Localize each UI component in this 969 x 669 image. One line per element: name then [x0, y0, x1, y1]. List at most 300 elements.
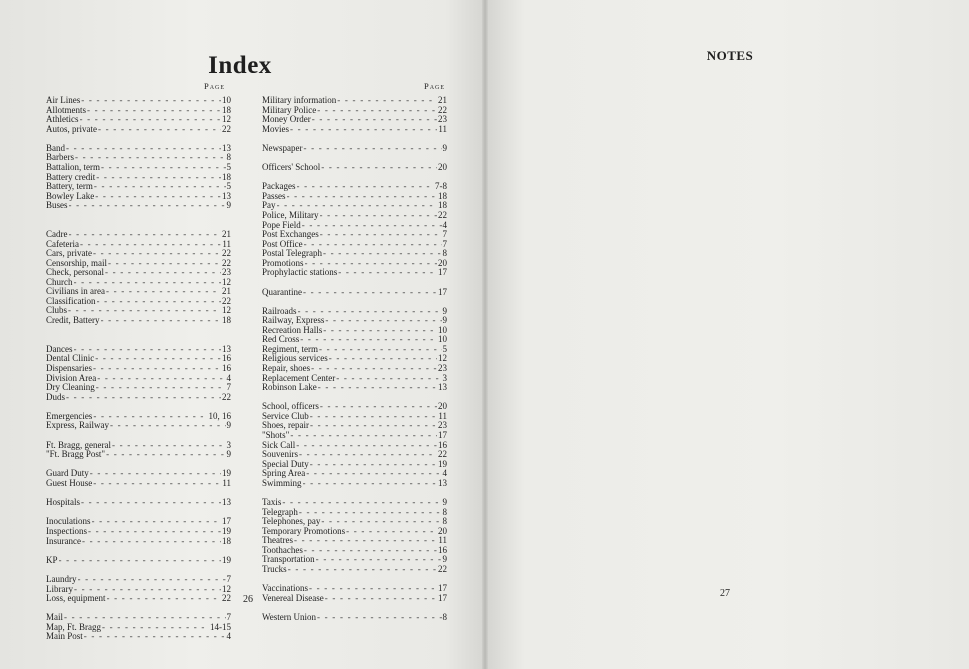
dot-leader [97, 374, 225, 384]
index-page-ref: 5 [226, 181, 231, 192]
index-term: Pay [262, 200, 276, 211]
dot-leader [325, 594, 437, 604]
index-term: Special Duty [262, 458, 309, 469]
index-page-ref: 22 [438, 209, 447, 220]
index-entry [46, 383, 231, 393]
dot-leader [304, 240, 442, 250]
index-page-ref: 17 [438, 267, 447, 278]
index-term: Cars, private [46, 248, 92, 259]
dot-leader [303, 288, 437, 298]
index-page-ref: 7 [442, 238, 447, 249]
index-term: Money Order [262, 114, 311, 125]
dot-leader [296, 441, 437, 451]
dot-leader [93, 479, 221, 489]
index-title: Index [208, 52, 272, 79]
index-page-ref: 22 [222, 295, 231, 306]
index-entry [262, 383, 447, 393]
dot-leader [78, 575, 226, 585]
index-entry [46, 268, 231, 278]
index-page-ref: 4 [442, 219, 447, 230]
dot-leader [84, 632, 226, 642]
index-term: Promotions [262, 257, 304, 268]
index-entry [262, 421, 447, 431]
index-page-ref: 18 [438, 190, 447, 201]
index-term: Spring Area [262, 468, 306, 479]
index-page-ref: 17 [438, 286, 447, 297]
index-page-ref: 3 [226, 439, 231, 450]
index-page-ref: 20 [438, 257, 447, 268]
index-term: Toothaches [262, 544, 303, 555]
index-term: Post Office [262, 238, 303, 249]
dot-leader [294, 536, 437, 546]
index-entry [262, 555, 447, 565]
dot-leader [95, 354, 221, 364]
index-page-ref: 5 [442, 343, 447, 354]
index-page-ref: 8 [442, 248, 447, 259]
index-page-ref: 8 [442, 516, 447, 527]
dot-leader [101, 163, 226, 173]
index-page-ref: 9 [442, 305, 447, 316]
index-term: Band [46, 142, 65, 153]
book-gutter [482, 0, 488, 669]
dot-leader [320, 402, 437, 412]
page-column-header-right: Page [424, 81, 446, 91]
entry-spacer [46, 604, 231, 614]
index-entry [262, 613, 447, 623]
dot-leader [317, 106, 437, 116]
index-page-ref: 19 [222, 468, 231, 479]
dot-leader [325, 316, 441, 326]
dot-leader [66, 393, 221, 403]
index-entry [46, 421, 231, 431]
index-page-ref: 22 [222, 593, 231, 604]
index-term: Passes [262, 190, 286, 201]
index-term: Cadre [46, 229, 68, 240]
index-entry [262, 479, 447, 489]
index-term: Railway, Express [262, 315, 325, 326]
dot-leader [316, 555, 442, 565]
index-page-ref: 4 [226, 372, 231, 383]
index-page-ref: 13 [438, 382, 447, 393]
index-term: Clubs [46, 305, 68, 316]
index-page-ref: 12 [222, 276, 231, 287]
dot-leader [69, 230, 222, 240]
index-page-ref: 22 [222, 123, 231, 134]
index-entry [262, 192, 447, 202]
index-term: Guest House [46, 478, 93, 488]
index-page-ref: 18 [438, 200, 447, 211]
index-term: Battalion, term [46, 161, 100, 172]
index-page-ref: 13 [222, 497, 231, 508]
index-page-ref: 20 [438, 525, 447, 536]
dot-leader [106, 450, 225, 460]
index-term: "Shots" [262, 429, 290, 440]
index-page-ref: 20 [438, 401, 447, 412]
dot-leader [82, 537, 221, 547]
right-page-number: 27 [720, 588, 730, 599]
index-column-right [262, 96, 447, 622]
index-term: Buses [46, 200, 68, 211]
index-entry [46, 632, 231, 642]
index-term: Quarantine [262, 286, 302, 297]
index-page-ref: 8 [442, 611, 447, 622]
index-page-ref: 11 [438, 123, 447, 134]
index-term: Emergencies [46, 410, 93, 421]
index-entry [46, 201, 231, 211]
index-page-ref: 18 [222, 171, 231, 182]
index-page-ref: 17 [438, 592, 447, 603]
dot-leader [290, 431, 437, 441]
entry-spacer [262, 488, 447, 498]
index-page-ref: 16 [222, 353, 231, 364]
index-page-ref: 7 [226, 612, 231, 623]
dot-leader [318, 383, 437, 393]
dot-leader [310, 460, 437, 470]
dot-leader [81, 96, 221, 106]
dot-leader [302, 221, 442, 231]
index-term: Censorship, mail [46, 257, 107, 268]
dot-leader [69, 201, 226, 211]
index-page-ref: 9 [442, 496, 447, 507]
index-term: Duds [46, 391, 66, 402]
index-term: Inspections [46, 526, 87, 537]
index-term: Military Police [262, 104, 317, 115]
index-term: Ft. Bragg, general [46, 439, 111, 450]
index-term: Laundry [46, 574, 77, 585]
index-term: Taxis [262, 496, 282, 507]
dot-leader [88, 527, 221, 537]
dot-leader [337, 96, 437, 106]
index-page-ref: 7 [226, 574, 231, 585]
index-page-ref: 7 [226, 382, 231, 393]
index-page-ref: 3 [442, 372, 447, 383]
dot-leader [310, 421, 437, 431]
index-entry [46, 192, 231, 202]
index-entry [46, 479, 231, 489]
index-page-ref: 21 [438, 95, 447, 105]
index-page-ref: 10 [438, 324, 447, 335]
index-page-ref: 11 [438, 535, 447, 546]
index-page-ref: 19 [222, 526, 231, 537]
index-term: Postal Telegraph [262, 248, 322, 259]
dot-leader [97, 297, 222, 307]
index-page-ref: 23 [438, 363, 447, 374]
dot-leader [300, 335, 437, 345]
index-page-ref: 17 [438, 429, 447, 440]
index-term: Check, personal [46, 267, 104, 278]
index-page-ref: 22 [438, 563, 447, 574]
index-term: Library [46, 583, 73, 594]
dot-leader [92, 517, 222, 527]
index-page-ref: 9 [442, 315, 447, 326]
index-term: Dances [46, 343, 73, 354]
dot-leader [106, 287, 221, 297]
index-page-ref: 12 [438, 353, 447, 364]
index-term: Religious services [262, 353, 328, 364]
index-page-ref: 9 [226, 449, 231, 460]
dot-leader [96, 173, 221, 183]
index-entry [46, 575, 231, 585]
index-page-ref: 13 [438, 477, 447, 488]
index-page-ref: 4 [442, 468, 447, 479]
index-term: Dental Clinic [46, 353, 95, 364]
index-term: Replacement Center [262, 372, 336, 383]
index-term: Dry Cleaning [46, 382, 95, 393]
index-term: Credit, Battery [46, 315, 100, 325]
index-term: School, officers [262, 401, 319, 412]
index-entry [46, 297, 231, 307]
index-page-ref: 22 [222, 391, 231, 402]
index-page-ref: 13 [222, 190, 231, 201]
index-entry [46, 316, 231, 326]
index-page-ref: 18 [222, 315, 231, 325]
index-page-ref: 16 [438, 439, 447, 450]
index-term: Temporary Promotions [262, 525, 346, 536]
dot-leader [66, 144, 221, 154]
index-term: Main Post [46, 631, 83, 642]
index-term: Souvenirs [262, 449, 298, 460]
index-term: Officers' School [262, 162, 321, 173]
index-term: Bowley Lake [46, 190, 95, 201]
dot-leader [303, 479, 437, 489]
index-entry [46, 556, 231, 566]
dot-leader [282, 498, 441, 508]
index-term: Telegraph [262, 506, 298, 517]
dot-leader [93, 364, 221, 374]
dot-leader [81, 498, 221, 508]
index-page-ref: 17 [438, 583, 447, 594]
index-term: Telephones, pay [262, 516, 321, 527]
dot-leader [287, 192, 437, 202]
index-page-ref: 10 [222, 95, 231, 105]
index-page-ref: 23 [438, 420, 447, 431]
dot-leader [105, 268, 221, 278]
dot-leader [336, 374, 441, 384]
dot-leader [101, 316, 222, 326]
index-page-ref: 22 [438, 449, 447, 460]
dot-leader [59, 556, 221, 566]
index-page-ref: 19 [222, 554, 231, 565]
index-term: Shoes, repair [262, 420, 309, 431]
index-term: Air Lines [46, 95, 81, 105]
dot-leader [320, 211, 438, 221]
entry-spacer [46, 546, 231, 556]
index-term: Autos, private [46, 123, 97, 134]
index-entry [46, 594, 231, 604]
index-term: Pope Field [262, 219, 301, 230]
index-page-ref: 23 [222, 267, 231, 278]
dot-leader [310, 412, 438, 422]
index-entry [46, 537, 231, 547]
index-page-ref: 13 [222, 142, 231, 153]
index-term: Express, Railway [46, 420, 109, 431]
dot-leader [102, 623, 209, 633]
index-term: Red Cross [262, 334, 300, 345]
dot-leader [94, 182, 226, 192]
index-term: Robinson Lake [262, 382, 317, 393]
index-term: Military information [262, 95, 337, 105]
index-term: Newspaper [262, 142, 303, 153]
index-page-ref: 12 [222, 583, 231, 594]
dot-leader [90, 469, 221, 479]
index-term: Church [46, 276, 73, 287]
index-term: Swimming [262, 477, 302, 488]
dot-leader [321, 163, 437, 173]
index-page-ref: 11 [438, 410, 447, 421]
dot-leader [96, 383, 226, 393]
index-page-ref: 7-8 [435, 181, 447, 192]
index-page-ref: 20 [438, 162, 447, 173]
index-term: Railroads [262, 305, 297, 316]
page-column-header-left: Page [204, 81, 226, 91]
index-term: Transportation [262, 554, 315, 565]
index-page-ref: 12 [222, 114, 231, 125]
index-page-ref: 17 [222, 516, 231, 527]
index-page-ref: 18 [222, 535, 231, 546]
dot-leader [323, 326, 437, 336]
index-page-ref: 11 [222, 478, 231, 488]
index-term: Division Area [46, 372, 97, 383]
index-page-ref: 7 [442, 229, 447, 240]
index-entry [262, 182, 447, 192]
dot-leader [98, 125, 221, 135]
index-term: Venereal Disease [262, 592, 324, 603]
entry-spacer [46, 134, 231, 144]
index-page-ref: 14-15 [210, 621, 231, 632]
dot-leader [306, 469, 441, 479]
index-page-ref: 5 [226, 161, 231, 172]
dot-leader [288, 565, 437, 575]
index-entry [46, 498, 231, 508]
index-term: Barbers [46, 152, 74, 163]
index-term: Map, Ft. Bragg [46, 621, 101, 632]
index-term: Battery credit [46, 171, 96, 182]
dot-leader [317, 613, 441, 623]
index-term: Regiment, term [262, 343, 318, 354]
dot-leader [309, 584, 437, 594]
index-page-ref: 9 [226, 420, 231, 431]
index-page-ref: 9 [442, 142, 447, 153]
entry-spacer [46, 211, 231, 221]
index-page-ref: 12 [222, 305, 231, 316]
index-term: Repair, shoes [262, 363, 311, 374]
index-term: Prophylactic stations [262, 267, 338, 278]
dot-leader [319, 345, 442, 355]
dot-leader [304, 546, 437, 556]
index-page-ref: 9 [226, 200, 231, 211]
right-page [486, 0, 969, 669]
index-term: Police, Military [262, 209, 319, 220]
index-page-ref: 13 [222, 343, 231, 354]
index-term: Packages [262, 181, 296, 192]
dot-leader [80, 115, 222, 125]
index-term: Battery, term [46, 181, 93, 192]
dot-leader [299, 450, 437, 460]
index-term: Service Club [262, 410, 309, 421]
dot-leader [290, 125, 437, 135]
index-page-ref: 8 [226, 152, 231, 163]
dot-leader [110, 421, 226, 431]
index-page-ref: 9 [442, 554, 447, 565]
index-page-ref: 21 [222, 229, 231, 240]
index-term: Trucks [262, 563, 287, 574]
index-term: Sick Call [262, 439, 296, 450]
dot-leader [329, 354, 437, 364]
dot-leader [299, 508, 442, 518]
dot-leader [108, 259, 221, 269]
index-entry [262, 268, 447, 278]
dot-leader [320, 230, 442, 240]
index-page-ref: 10 [438, 334, 447, 345]
index-page-ref: 21 [222, 286, 231, 297]
index-term: Western Union [262, 611, 317, 622]
dot-leader [80, 240, 221, 250]
index-term: Inoculations [46, 516, 91, 527]
index-term: Dispensaries [46, 363, 92, 374]
index-page-ref: 22 [222, 257, 231, 268]
index-term: Civilians in area [46, 286, 105, 297]
index-entry [262, 594, 447, 604]
index-entry [262, 288, 447, 298]
index-term: Cafeteria [46, 238, 79, 249]
dot-leader [312, 115, 437, 125]
index-entry [262, 144, 447, 154]
dot-leader [112, 441, 226, 451]
dot-leader [297, 182, 435, 192]
dot-leader [95, 192, 221, 202]
index-page-ref: 16 [222, 363, 231, 374]
dot-leader [74, 345, 222, 355]
dot-leader [107, 594, 222, 604]
index-page-ref: 23 [438, 114, 447, 125]
index-entry [262, 565, 447, 575]
index-term: Hospitals [46, 497, 81, 508]
entry-spacer [46, 326, 231, 336]
index-page-ref: 16 [438, 544, 447, 555]
index-term: Guard Duty [46, 468, 89, 479]
index-page-ref: 22 [438, 104, 447, 115]
index-term: Recreation Halls [262, 324, 323, 335]
index-entry [262, 115, 447, 125]
index-page-ref: 10, 16 [208, 410, 231, 421]
index-term: "Ft. Bragg Post" [46, 449, 106, 460]
index-entry [46, 125, 231, 135]
entry-spacer [46, 220, 231, 230]
index-term: Mail [46, 612, 63, 623]
index-entry [262, 163, 447, 173]
dot-leader [303, 144, 441, 154]
index-term: Movies [262, 123, 289, 134]
index-term: Loss, equipment [46, 593, 106, 604]
index-term: Vaccinations [262, 583, 308, 594]
index-page-ref: 8 [442, 506, 447, 517]
index-page-ref: 11 [222, 238, 231, 249]
notes-title: NOTES [706, 48, 754, 63]
index-term: Post Exchanges [262, 229, 319, 240]
index-term: Insurance [46, 535, 81, 546]
index-entry [46, 450, 231, 460]
dot-leader [93, 412, 207, 422]
index-term: Theatres [262, 535, 293, 546]
index-term: KP [46, 554, 58, 565]
index-entry [262, 125, 447, 135]
dot-leader [93, 249, 221, 259]
entry-spacer [46, 335, 231, 345]
dot-leader [87, 106, 221, 116]
index-page-ref: 19 [438, 458, 447, 469]
left-page-number: 26 [243, 594, 253, 605]
index-term: Classification [46, 295, 96, 306]
